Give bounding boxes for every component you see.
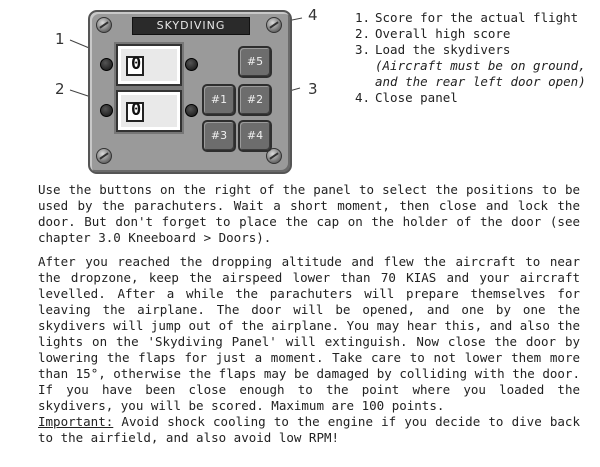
screw-icon[interactable]: [266, 17, 282, 33]
legend-number: 1.: [355, 10, 371, 25]
callout-1: 1: [55, 30, 65, 48]
indicator-lamp-icon: [100, 104, 113, 117]
indicator-lamp-icon: [185, 58, 198, 71]
position-button-2[interactable]: #2: [238, 84, 272, 116]
legend-item: [345, 42, 595, 90]
legend-item: [345, 10, 595, 26]
indicator-lamp-icon: [100, 58, 113, 71]
indicator-lamp-icon: [185, 104, 198, 117]
high-score-display: [116, 90, 182, 132]
panel-legend: [345, 10, 595, 106]
callout-4: 4: [308, 6, 318, 24]
position-button-1[interactable]: #1: [202, 84, 236, 116]
high-score-value: 0: [131, 100, 142, 120]
legend-item: [345, 90, 595, 106]
legend-number: 2.: [355, 26, 371, 41]
score-value: 0: [131, 54, 142, 74]
legend-text: Score for the actual flight: [375, 10, 579, 25]
legend-item: [345, 26, 595, 42]
paragraph-important: [38, 414, 580, 446]
screw-icon: [96, 17, 112, 33]
position-button-4[interactable]: #4: [238, 120, 272, 152]
legend-text: Close panel: [375, 90, 458, 105]
panel-title: SKYDIVING: [132, 17, 250, 35]
legend-number: 4.: [355, 90, 371, 105]
screw-icon: [96, 148, 112, 164]
legend-note: (Aircraft must be on ground, and the rear left door open): [375, 58, 586, 89]
position-button-5[interactable]: #5: [238, 46, 272, 78]
important-text: Avoid shock cooling to the engine if you decide to dive back to the airfield, and also avoid low RPM!: [38, 414, 580, 445]
legend-text: Overall high score: [375, 26, 511, 41]
important-label: Important:: [38, 414, 114, 429]
skydiving-panel: [88, 10, 292, 174]
paragraph-dropping: After you reached the dropping altitude and flew the aircraft to near the dropzone, keep the airspeed lower than 70 KIAS and your aircraft levelled. After a while the parachuters will prepare themselves for leaving the airplane. The door will be opened, and one by one the skydivers will jump out of the airplane. You may hear this, and also the lights on the 'Skydiving Panel' will extinguish. Now close the door by lowering the flaps for just a moment. Take care to not lower them more than 15°, otherwise the flaps may be damaged by colliding with the door. If you have been close enough to the point where you loaded the skydivers, you will be scored. Maximum are 100 points.: [38, 254, 580, 413]
callout-2: 2: [55, 80, 65, 98]
score-display: [116, 44, 182, 86]
position-button-3[interactable]: #3: [202, 120, 236, 152]
legend-text: Load the skydivers: [375, 42, 511, 57]
callout-3: 3: [308, 80, 318, 98]
paragraph-panel-usage: Use the buttons on the right of the panel to select the positions to be used by the parachuters. Wait a short moment, then close and lock the door. But don't forget to place the cap on the holder of the door (see chapter 3.0 Kneeboard > Doors).: [38, 182, 580, 245]
legend-number: 3.: [355, 42, 371, 57]
